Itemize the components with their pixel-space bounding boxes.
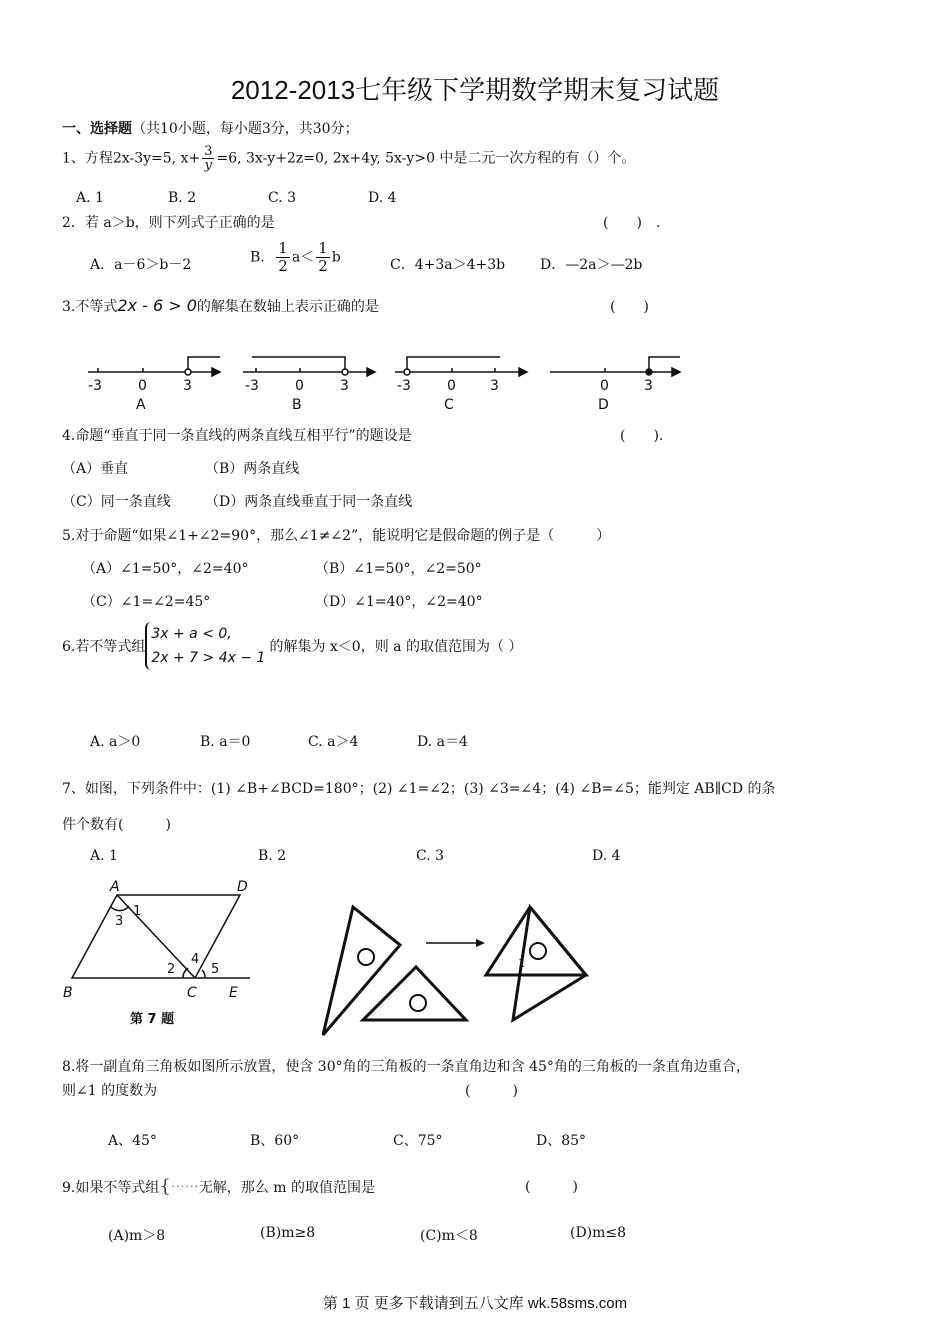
q6-system [145,622,269,670]
q3-expr: 2x - 6 > 0 [117,296,197,315]
axis-b-tick-2: 0 [295,378,304,394]
q7-option-c: C. 3 [416,848,445,864]
angle-label-4: 4 [191,952,200,967]
section-note: （共10小题，每小题3分，共30分； [132,121,359,137]
q9-option-c: (C)m＜8 [420,1228,478,1244]
q3-number-lines [0,345,950,420]
q2-paren: ( ) . [603,215,661,231]
q1-stem-pre: 1、方程2x-3y=5, x+ [62,150,201,167]
question-6 [62,622,522,670]
axis-c-tick-2: 0 [447,378,456,394]
q9-pre: 9.如果不等式组 [62,1180,160,1196]
q4-option-d: （D）两条直线垂直于同一条直线 [205,494,413,510]
frac-den: y [204,158,212,173]
point-label-d: D [237,879,248,895]
angle-label-3: 3 [115,914,124,929]
q2-option-a: A．a－6＞b－2 [90,257,192,273]
q7-option-a: A. 1 [90,848,118,864]
axis-d-label: D [598,397,609,413]
q2-stem: 2．若 a＞b，则下列式子正确的是 [62,215,275,231]
set-square-45 [363,967,466,1020]
q6-option-b: B. a＝0 [200,734,251,750]
frac-num: 3 [204,144,213,159]
axis-a-label: A [136,397,146,413]
q6-pre: 6.若不等式组 [62,639,146,655]
q8-stem-line1: 8.将一副直角三角板如图所示放置，使含 30°角的三角板的一条直角边和含 45°角的三角板的一条直角边重合， [62,1059,750,1075]
overlap-triangle-45 [486,907,586,975]
q7-stem-line1: 7、如图，下列条件中：(1) ∠B+∠BCD=180°；(2) ∠1=∠2；(3) ∠3=∠4；(4) ∠B=∠5；能判定 AB∥CD 的条 [62,781,776,797]
q5-stem: 5.对于命题“如果∠1+∠2=90°，那么∠1≠∠2”，能说明它是假命题的例子是（ ） [62,528,611,544]
axis-b-tick-3: 3 [340,378,349,394]
q3-pre: 3.不等式 [62,299,118,315]
point-label-c: C [187,985,197,1001]
q4-option-c: （C）同一条直线 [62,494,171,510]
q8-option-d: D、85° [536,1133,587,1149]
q6-option-c: C. a＞4 [308,734,359,750]
q2-option-c: C．4+3a＞4+3b [390,257,506,273]
q4-stem: 4.命题“垂直于同一条直线的两条直线互相平行”的题设是 [62,428,412,444]
section-heading [62,118,359,138]
q1-stem-post: =6, 3x-y+2z=0, 2x+4y, 5x-y>0 中是二元一次方程的有（）个。 [216,150,636,167]
q9-brace: { [159,1176,171,1197]
q1-option-a: A. 1 [76,190,104,206]
axis-c-tick-1: -3 [397,378,411,394]
q2-b-label: B． [250,249,275,266]
axis-a-tick-2: 0 [138,378,147,394]
q1-option-b: B. 2 [168,190,197,206]
angle-1-label: 1 [518,957,525,970]
angle-label-2: 2 [167,962,176,977]
q7-stem-line2: 件个数有( ) [62,817,171,833]
question-1 [62,145,635,172]
q2-b-end: b [331,249,341,266]
frac-num: 1 [278,239,288,257]
q8-option-c: C、75° [393,1133,443,1149]
angle-label-1: 1 [133,904,142,919]
axis-c-tick-3: 3 [490,378,499,394]
frac-den: 2 [318,257,328,275]
q2-b-mid: a＜ [291,249,315,266]
point-label-a: A [110,879,120,895]
axis-b-label: B [292,397,302,413]
q2-b-frac2 [316,240,330,275]
q4-paren: ( ). [620,428,664,444]
q3-stem [62,296,379,316]
q7-option-d: D. 4 [592,848,621,864]
set-square-30 [323,907,400,1035]
q5-option-a: （A）∠1=50°，∠2=40° [82,561,249,577]
question-9 [62,1176,375,1197]
q8-stem-line2: 则∠1 的度数为 [62,1083,158,1099]
axis-b-tick-1: -3 [245,378,259,394]
q5-option-b: （B）∠1=50°，∠2=50° [315,561,482,577]
page-footer: 第 1 页 更多下载请到五八文库 wk.58sms.com [322,1295,628,1312]
axis-c-label: C [444,397,454,413]
frac-num: 1 [318,239,328,257]
q6-line2: 2x + 7 > 4x − 1 [151,650,266,666]
q9-option-b: (B)m≥8 [260,1225,316,1241]
axis-a-tick-3: 3 [183,378,192,394]
q9-post: 无解，那么 m 的取值范围是 [198,1180,375,1196]
angle-label-5: 5 [211,962,220,977]
q9-system: ⋯⋯ [170,1180,199,1196]
q2-b-frac1 [276,240,290,275]
q2-option-d: D．—2a＞—2b [540,257,643,273]
q3-paren: ( ) [610,299,649,315]
number-line-c [395,357,527,376]
number-line-b [243,357,375,376]
q5-option-d: （D）∠1=40°，∠2=40° [315,594,483,610]
q9-option-d: (D)m≤8 [570,1225,627,1241]
q1-option-d: D. 4 [368,190,397,206]
q9-option-a: (A)m＞8 [108,1228,166,1244]
point-label-e: E [229,985,238,1001]
number-line-d [550,357,680,376]
figure-8-set-squares [318,895,603,1040]
q4-option-b: （B）两条直线 [205,461,300,477]
q6-option-d: D. a＝4 [417,734,468,750]
figure-7-parallelogram [55,875,265,1050]
frac-den: 2 [278,257,288,275]
q8-paren: ( ) [465,1083,518,1099]
q2-option-b [250,240,341,275]
figure-7-caption: 第 7 题 [130,1012,175,1027]
axis-d-tick-2: 3 [644,378,653,394]
number-line-a [88,357,220,376]
q3-post: 的解集在数轴上表示正确的是 [196,299,379,315]
q4-option-a: （A）垂直 [62,461,129,477]
q1-option-c: C. 3 [268,190,297,206]
q5-option-c: （C）∠1=∠2=45° [82,594,211,610]
q6-post: 的解集为 x＜0，则 a 的取值范围为（ ） [269,639,523,655]
q7-option-b: B. 2 [258,848,287,864]
section-title: 一、选择题 [62,121,132,137]
q6-line1: 3x + a < 0, [151,626,232,642]
point-label-b: B [63,985,73,1001]
q8-option-a: A、45° [108,1133,157,1149]
page-title: 2012-2013七年级下学期数学期末复习试题 [230,75,720,105]
q9-paren: ( ) [525,1179,578,1195]
q8-option-b: B、60° [250,1133,300,1149]
axis-a-tick-1: -3 [88,378,102,394]
axis-d-tick-1: 0 [600,378,609,394]
q6-option-a: A. a＞0 [90,734,141,750]
q1-fraction [202,145,214,172]
